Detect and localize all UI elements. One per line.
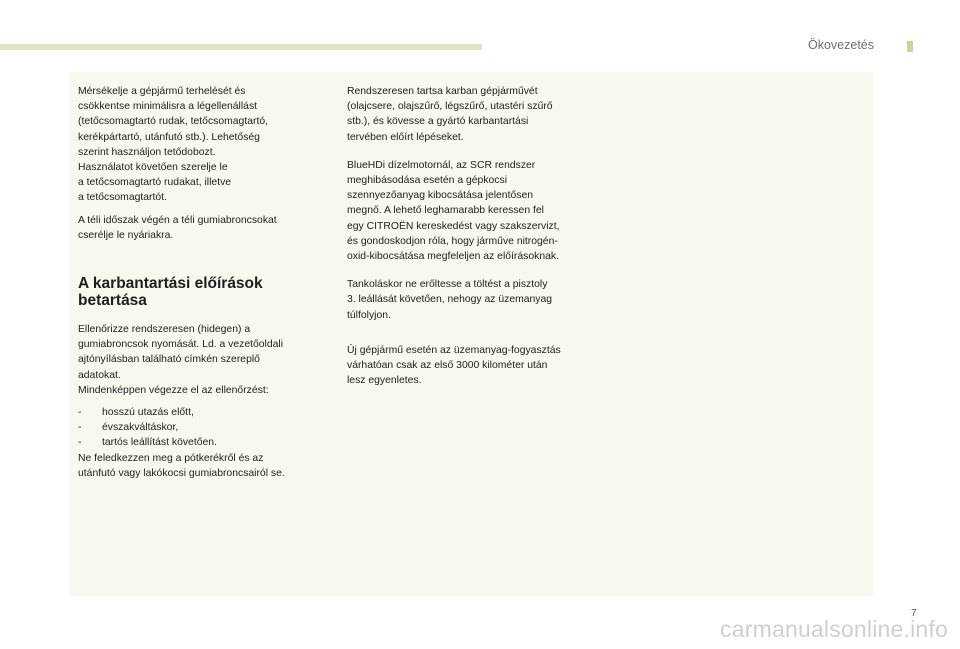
header-accent-bar (0, 44, 482, 50)
header-marker (907, 41, 913, 52)
new-vehicle-paragraph: Új gépjármű esetén az üzemanyag-fogyasztás várhatóan csak az első 3000 kilométer után lesz egyenletes. (347, 344, 561, 387)
right-column (347, 84, 602, 395)
bluehdi-paragraph: BlueHDi dízelmotornál, az SCR rendszer meghibásodása esetén a gépkocsi szennyezőanyag kibocsátása jelentősen megnő. A lehető leghamarabb keressen fel egy CITROËN kereskedést vagy szakszervizt, és gondoskodjon róla, hogy járműve nitrogén- oxid-kibocsátása megfeleljen az előírásoknak. (347, 159, 560, 263)
maintenance-heading: A karbantartási előírások betartása (78, 275, 263, 310)
list-item: - tartós leállítást követően. (78, 437, 217, 449)
list-item: - hosszú utazás előtt, (78, 407, 194, 419)
left-column (78, 84, 328, 488)
servicing-paragraph: Rendszeresen tartsa karban gépjárművét (olajcsere, olajszűrő, légszűrő, utastéri szűrő stb.), és kövesse a gyártó karbantartási tervében előírt lépéseket. (347, 86, 553, 143)
list-item: - évszakváltáskor, (78, 422, 179, 434)
tyre-pressure-paragraph: Ellenőrizze rendszeresen (hidegen) a gumiabroncsok nyomását. Ld. a vezetőoldali ajtónyílásban található címkén szereplő adatokat. Mindenképpen végezze el az ellenőrzést: (78, 324, 284, 396)
load-paragraph: Mérsékelje a gépjármű terhelését és csökkentse minimálisra a légellenállást (tetőcsomagtartó rudak, tetőcsomagtartó, kerékpártartó, utánfutó stb.). Lehetőség szerint használjon tetődobozt. Használatot követően szerelje le a tetőcsomagtartó rudakat, illetve a tetőcsomagtartót. (78, 86, 269, 204)
refuelling-paragraph: Tankoláskor ne erőltesse a töltést a pisztoly 3. leállását követően, nehogy az üzemanyag túlfolyjon. (347, 279, 553, 321)
page-number: 7 (911, 608, 917, 619)
content-panel (70, 72, 873, 596)
watermark: carmanualsonline.info (720, 616, 948, 642)
section-title: Ökovezetés (807, 38, 874, 52)
spare-wheel-paragraph: Ne feledkezzen meg a pótkerékről és az utánfutó vagy lakókocsi gumiabroncsairól se. (78, 452, 285, 479)
check-occasions-list (78, 405, 328, 451)
winter-tyres-paragraph: A téli időszak végén a téli gumiabroncsokat cserélje le nyáriakra. (78, 214, 277, 241)
